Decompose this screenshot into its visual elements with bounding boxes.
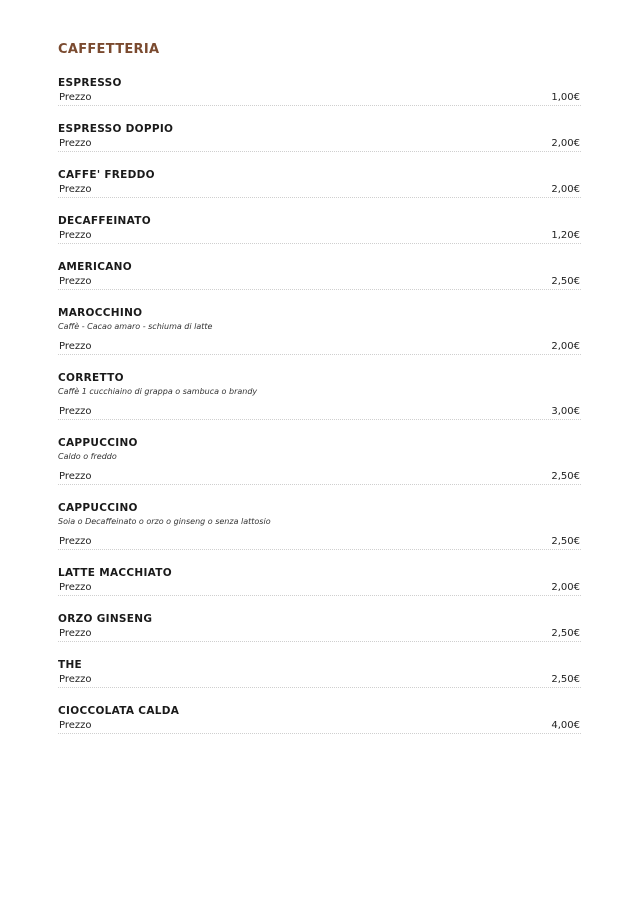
price-label: Prezzo — [59, 184, 92, 195]
price-row — [58, 580, 581, 596]
item-name: CORRETTO — [58, 372, 124, 384]
menu-item — [58, 261, 581, 290]
item-description: Caffè - Cacao amaro - schiuma di latte — [58, 322, 213, 331]
item-description: Caffè 1 cucchiaino di grappa o sambuca o brandy — [58, 387, 258, 396]
item-name: THE — [58, 659, 83, 671]
item-description: Caldo o freddo — [58, 452, 117, 461]
price-label: Prezzo — [59, 230, 92, 241]
item-name: CAPPUCCINO — [58, 437, 138, 449]
price-row — [58, 182, 581, 198]
price-value: 2,00€ — [551, 184, 580, 195]
price-label: Prezzo — [59, 536, 92, 547]
price-row — [58, 136, 581, 152]
price-label: Prezzo — [59, 471, 92, 482]
price-value: 3,00€ — [551, 406, 580, 417]
menu-item — [58, 613, 581, 642]
price-value: 1,20€ — [551, 230, 580, 241]
item-name: ORZO GINSENG — [58, 613, 153, 625]
item-name: ESPRESSO DOPPIO — [58, 123, 174, 135]
price-value: 2,50€ — [551, 471, 580, 482]
price-label: Prezzo — [59, 92, 92, 103]
price-value: 2,50€ — [551, 628, 580, 639]
item-name: MAROCCHINO — [58, 307, 143, 319]
price-label: Prezzo — [59, 341, 92, 352]
menu-item — [58, 123, 581, 152]
price-row — [58, 404, 581, 420]
price-label: Prezzo — [59, 406, 92, 417]
price-row — [58, 534, 581, 550]
price-row — [58, 339, 581, 355]
price-label: Prezzo — [59, 138, 92, 149]
price-row — [58, 672, 581, 688]
price-value: 4,00€ — [551, 720, 580, 731]
menu-item — [58, 372, 581, 420]
price-value: 2,50€ — [551, 674, 580, 685]
price-value: 2,00€ — [551, 582, 580, 593]
menu-item — [58, 567, 581, 596]
menu-page — [58, 0, 581, 751]
menu-item — [58, 77, 581, 106]
price-value: 2,50€ — [551, 276, 580, 287]
item-name: CIOCCOLATA CALDA — [58, 705, 180, 717]
menu-item — [58, 215, 581, 244]
menu-item — [58, 307, 581, 355]
price-row — [58, 626, 581, 642]
price-row — [58, 90, 581, 106]
item-name: CAPPUCCINO — [58, 502, 138, 514]
item-name: AMERICANO — [58, 261, 132, 273]
price-label: Prezzo — [59, 628, 92, 639]
price-label: Prezzo — [59, 276, 92, 287]
menu-item — [58, 169, 581, 198]
price-value: 2,00€ — [551, 138, 580, 149]
item-name: ESPRESSO — [58, 77, 122, 89]
price-row — [58, 274, 581, 290]
item-name: DECAFFEINATO — [58, 215, 151, 227]
menu-item — [58, 502, 581, 550]
price-value: 2,50€ — [551, 536, 580, 547]
menu-item — [58, 705, 581, 734]
item-name: LATTE MACCHIATO — [58, 567, 172, 579]
price-value: 2,00€ — [551, 341, 580, 352]
menu-items-list — [58, 77, 581, 734]
item-name: CAFFE' FREDDO — [58, 169, 155, 181]
price-value: 1,00€ — [551, 92, 580, 103]
item-description: Soia o Decaffeinato o orzo o ginseng o senza lattosio — [58, 517, 271, 526]
price-row — [58, 469, 581, 485]
section-title: CAFFETTERIA — [58, 42, 160, 57]
menu-item — [58, 437, 581, 485]
price-label: Prezzo — [59, 674, 92, 685]
price-row — [58, 228, 581, 244]
price-row — [58, 718, 581, 734]
price-label: Prezzo — [59, 720, 92, 731]
menu-item — [58, 659, 581, 688]
price-label: Prezzo — [59, 582, 92, 593]
